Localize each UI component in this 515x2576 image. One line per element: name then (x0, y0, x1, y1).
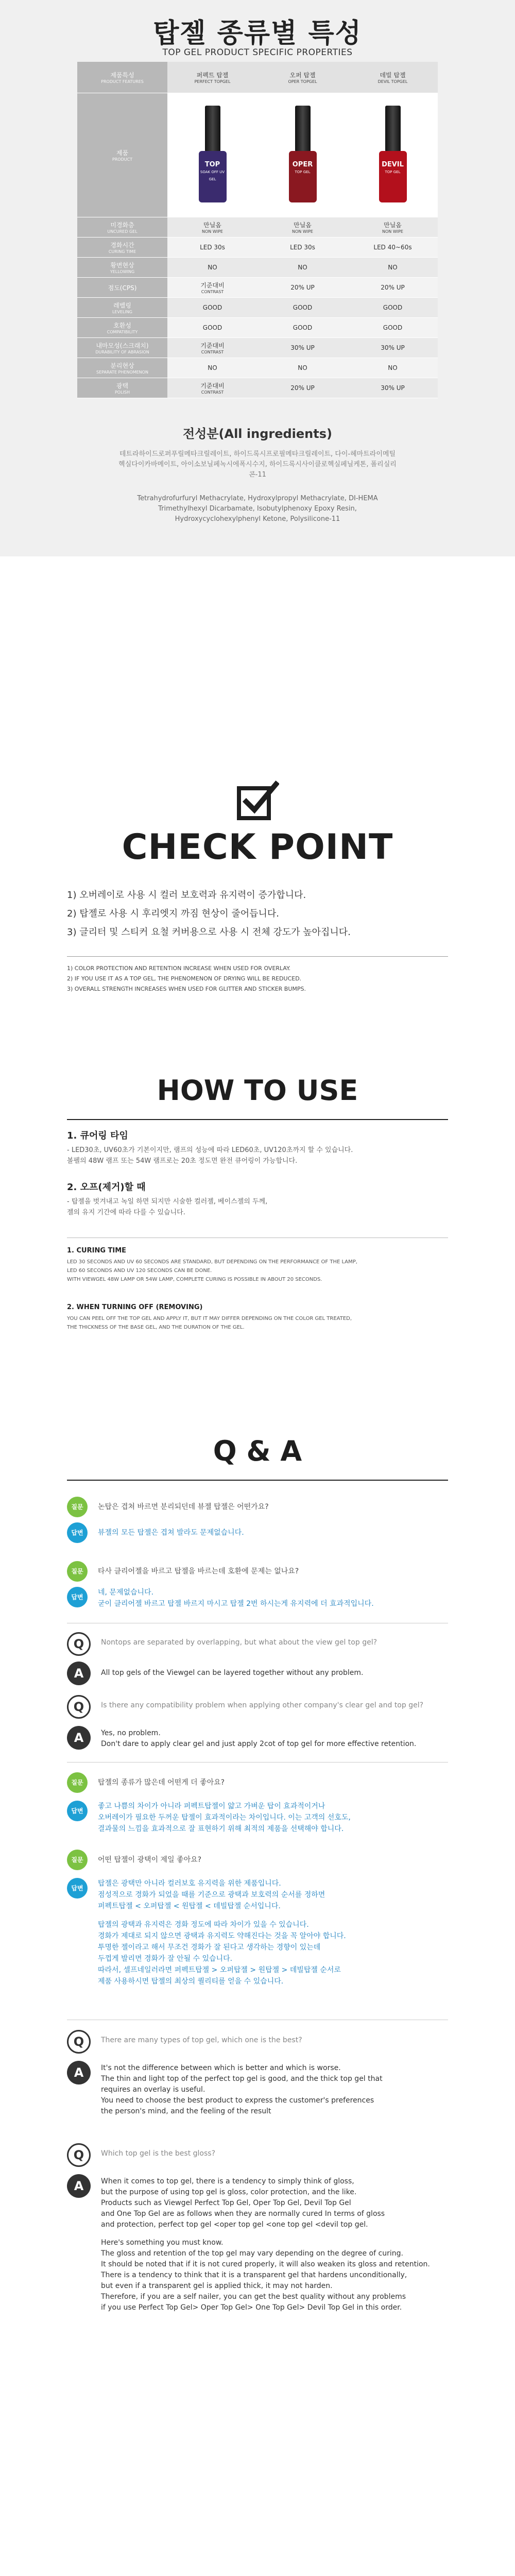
spec-cell (258, 358, 348, 378)
bottle-name: OPER (292, 160, 313, 168)
spec-cell (167, 217, 258, 238)
answer-badge: 답변 (67, 1878, 88, 1899)
bottle-cap (205, 106, 220, 152)
howto-heading: 2. 오프(제거)할 때 (67, 1182, 146, 1193)
ingredients-korean: 테트라하이드로퍼푸릴메타크릴레이트, 하이드록시프로필메타크릴레이트, 다이-헤마트라이메틸헥실다이카바메이트, 아이소보닐페녹시에폭시수지, 하이드록시사이클로헥실페닐케톤, 폴리실리콘-11 (118, 450, 397, 479)
question-text-en: Which top gel is the best gloss? (101, 2149, 216, 2158)
cell-value: 만닐옴 (384, 221, 402, 229)
question-badge: 질문 (67, 1850, 88, 1870)
checkbox-check-icon (235, 779, 279, 823)
howto-heading-en: 2. WHEN TURNING OFF (REMOVING) (67, 1303, 203, 1311)
spec-column-header (167, 62, 258, 93)
spec-cell (167, 378, 258, 398)
answer-text-en: All top gels of the Viewgel can be layered together without any problem. (101, 1669, 364, 1677)
spec-cell (258, 217, 348, 238)
question-badge: 질문 (67, 1561, 88, 1582)
answer-text-en: and protection, perfect top gel <oper top gel <one top gel <devil top gel. (101, 2221, 368, 2229)
question-text-en: Nontops are separated by overlapping, but what about the view gel top gel? (101, 1638, 377, 1647)
answer-text-en: but the purpose of using top gel is gloss, color protection, and the like. (101, 2188, 357, 2196)
divider (67, 1119, 448, 1120)
spec-cell (348, 338, 438, 358)
product-label-ko: 제품 (116, 149, 129, 157)
cell-value: 30% UP (290, 344, 315, 351)
answer-text: 오버레이가 필요한 두꺼운 탑젤이 효과적이라는 차이입니다. 이는 고객의 선호도, (98, 1814, 351, 1822)
spec-title: 탑젤 종류별 특성 (153, 18, 362, 49)
product-image-cell (348, 93, 438, 217)
spec-header-label-ko: 제품특성 (110, 71, 134, 79)
howto-block-curing-ko (67, 1128, 458, 1166)
row-label-ko: 황변현상 (110, 261, 134, 269)
answer-text-en: Yes, no problem. (101, 1729, 161, 1737)
howto-line-en: YOU CAN PEEL OFF THE TOP GEL AND APPLY IT, BUT IT MAY DIFFER DEPENDING ON THE COLOR GEL TREATED, (67, 1316, 352, 1321)
spec-section (0, 0, 515, 556)
spec-row (77, 338, 438, 358)
spec-product-label (77, 93, 167, 217)
question-q-icon: Q (67, 1695, 91, 1719)
spec-cell (258, 238, 348, 258)
column-name-ko: 데빌 탑젤 (380, 71, 406, 79)
answer-a-icon: A (67, 1662, 91, 1685)
cell-value: GOOD (293, 324, 313, 331)
spec-cell (348, 318, 438, 338)
cell-value: 만닐옴 (203, 221, 221, 229)
row-label-en: SEPARATE PHENOMENON (96, 369, 148, 375)
answer-badge: 답변 (67, 1522, 88, 1543)
checkpoint-item: 3) 글리터 및 스티커 요철 커버용으로 사용 시 전체 강도가 높아집니다. (67, 927, 351, 938)
howto-line: 젤의 유지 기간에 따라 다를 수 있습니다. (67, 1209, 185, 1216)
spec-cell (348, 258, 438, 278)
spec-row (77, 318, 438, 338)
row-label-ko: 점도(CPS) (108, 284, 137, 292)
answer-text-en: There is a tendency to think that it is a transparent gel that hardens unconditionally, (101, 2271, 407, 2279)
howto-line-en: LED 30 SECONDS AND UV 60 SECONDS ARE STANDARD, BUT DEPENDING ON THE PERFORMANCE OF THE LAMP, (67, 1259, 357, 1265)
answer-text: 좋고 나쁨의 차이가 아니라 퍼펙트탑젤이 얇고 가벼운 탑이 효과적이거나 (98, 1802, 325, 1810)
spec-row (77, 298, 438, 318)
cell-value: 기준대비 (200, 342, 225, 349)
spec-row (77, 358, 438, 378)
row-label-ko: 미경화층 (110, 221, 134, 229)
bottle-label (289, 161, 317, 176)
qa-answer-en (67, 1662, 458, 1685)
answer-a-icon: A (67, 2061, 91, 2084)
checkpoint-list-english (67, 963, 458, 994)
answer-text: 두껍게 발리면 경화가 잘 안될 수 있습니다. (98, 1955, 233, 1963)
answer-text-en: When it comes to top gel, there is a tendency to simply think of gloss, (101, 2177, 354, 2185)
spec-row-label (77, 298, 167, 318)
answer-text-en: Products such as Viewgel Perfect Top Gel, Oper Top Gel, Devil Top Gel (101, 2199, 351, 2207)
howto-line-en: WITH VIEWGEL 48W LAMP OR 54W LAMP, COMPLETE CURING IS POSSIBLE IN ABOUT 20 SECONDS. (67, 1277, 322, 1282)
answer-text: 탑젤은 광택만 아니라 컬러보호 유지력을 위한 제품입니다. (98, 1879, 281, 1888)
spec-column-header (348, 62, 438, 93)
spec-table (77, 62, 438, 398)
cell-value: NO (388, 364, 398, 371)
nail-gel-bottle-icon (375, 106, 411, 204)
row-label-ko: 광택 (116, 382, 129, 389)
cell-value-en: CONTRAST (201, 349, 224, 354)
howto-heading-en: 1. CURING TIME (67, 1247, 127, 1255)
bottle-subtitle: TOP GEL (385, 170, 401, 174)
cell-value-en: NON WIPE (292, 229, 313, 234)
answer-text: 점성적으로 경화가 되었을 때를 기준으로 광택과 보호력의 순서를 정하면 (98, 1891, 325, 1899)
cell-value: LED 40~60s (373, 244, 412, 251)
spec-cell (258, 378, 348, 398)
qa-question-ko (67, 1561, 458, 1582)
cell-value: NO (298, 264, 307, 271)
cell-value-en: CONTRAST (201, 289, 224, 294)
cell-value: 만닐옴 (294, 221, 312, 229)
answer-text: 탑젤의 광택과 유지력은 경화 정도에 따라 차이가 있을 수 있습니다. (98, 1921, 309, 1929)
spec-cell (167, 318, 258, 338)
spec-row-label (77, 258, 167, 278)
cell-value: 20% UP (290, 384, 315, 392)
nail-gel-bottle-icon (285, 106, 321, 204)
bottle-cap (385, 106, 401, 152)
question-q-icon: Q (67, 2030, 91, 2054)
checkpoint-title: CHECK POINT (122, 827, 393, 868)
spec-row-label (77, 338, 167, 358)
bottle-label (199, 161, 227, 183)
spec-cell (258, 298, 348, 318)
answer-text: 결과물의 느낌을 효과적으로 잘 표현하기 위해 최적의 제품을 선택해야 합니다. (98, 1825, 344, 1833)
question-badge: 질문 (67, 1497, 88, 1517)
spec-header-row (77, 62, 438, 93)
cell-value: GOOD (383, 304, 403, 311)
spec-row (77, 238, 438, 258)
question-text: 타사 클리어젤을 바르고 탑젤을 바르는데 호환에 문제는 없나요? (98, 1567, 299, 1575)
row-label-en: LEVELING (112, 309, 133, 314)
answer-text-en: The gloss and retention of the top gel may vary depending on the degree of curing. (101, 2249, 403, 2258)
checkpoint-list-korean (67, 886, 458, 942)
answer-badge: 답변 (67, 1801, 88, 1821)
answer-a-icon: A (67, 1726, 91, 1750)
qa-question-ko (67, 1772, 458, 1793)
spec-row-label (77, 358, 167, 378)
answer-text: 제품 사용하시면 탑젤의 최상의 퀄리티를 얻을 수 있습니다. (98, 1977, 284, 1986)
question-text: 논탑은 겹쳐 바르면 분리되던데 뷰젤 탑젤은 어떤가요? (98, 1503, 269, 1511)
bottle-name: TOP (204, 160, 220, 168)
spec-row-label (77, 318, 167, 338)
answer-text-en: You need to choose the best product to express the customer's preferences (101, 2096, 374, 2105)
spec-row-label (77, 378, 167, 398)
howto-title: HOW TO USE (157, 1074, 358, 1107)
spec-subtitle: TOP GEL PRODUCT SPECIFIC PROPERTIES (162, 47, 353, 58)
column-name-en: PERFECT TOPGEL (194, 79, 231, 84)
answer-text: 투명한 젤이라고 해서 무조건 경화가 잘 된다고 생각하는 경향이 있는데 (98, 1943, 321, 1952)
spec-cell (167, 238, 258, 258)
cell-value: GOOD (383, 324, 403, 331)
spec-cell (258, 278, 348, 298)
spec-cell (348, 278, 438, 298)
cell-value: NO (208, 364, 217, 371)
spec-cell (258, 338, 348, 358)
row-label-en: CURING TIME (108, 249, 136, 254)
answer-text-en: It's not the difference between which is better and which is worse. (101, 2064, 341, 2072)
cell-value: 20% UP (290, 284, 315, 291)
bottle-name: DEVIL (382, 160, 404, 168)
qa-question-en (67, 2143, 458, 2167)
answer-text-en: the person's mind, and the feeling of the result (101, 2107, 271, 2115)
answer-text: 경화가 제대로 되지 않으면 광택과 유지력도 약해진다는 것을 꼭 알아야 합니다. (98, 1932, 346, 1940)
cell-value-en: NON WIPE (202, 229, 223, 234)
cell-value-en: NON WIPE (382, 229, 403, 234)
spec-cell (167, 258, 258, 278)
product-label-en: PRODUCT (112, 157, 133, 162)
divider (67, 1480, 448, 1481)
answer-text: 따라서, 셀프네일러라면 퍼펙트탑젤 > 오퍼탑젤 > 원탑젤 > 데빌탑젤 순서로 (98, 1966, 341, 1974)
checkpoint-item: 2) 탑젤로 사용 시 후리엣지 까짐 현상이 줄어듭니다. (67, 908, 280, 919)
spec-cell (167, 338, 258, 358)
bottle-subtitle: SOAK OFF UV GEL (200, 170, 225, 181)
cell-value: GOOD (202, 324, 222, 331)
cell-value: 30% UP (381, 344, 405, 351)
howto-line-en: LED 60 SECONDS AND UV 120 SECONDS CAN BE DONE. (67, 1268, 212, 1274)
spec-cell (348, 298, 438, 318)
spec-cell (258, 258, 348, 278)
row-label-en: UNCURED GEL (107, 229, 138, 234)
qa-answer-ko (67, 1522, 458, 1543)
row-label-ko: 레벨링 (113, 301, 131, 309)
question-text: 어떤 탑젤이 광택이 제일 좋아요? (98, 1856, 202, 1864)
cell-value: GOOD (202, 304, 222, 311)
qa-question-en (67, 1632, 458, 1656)
spec-column-header (258, 62, 348, 93)
spec-row-label (77, 278, 167, 298)
nail-gel-bottle-icon (195, 106, 231, 204)
answer-text-en: It should be noted that if it is not cured properly, it will also weaken its gloss and retention. (101, 2260, 430, 2268)
bottle-subtitle: TOP GEL (295, 170, 311, 174)
howto-block-remove-en (67, 1303, 458, 1332)
answer-text-en: Here's something you must know. (101, 2239, 224, 2247)
cell-value: GOOD (293, 304, 313, 311)
qa-answer-en (67, 1726, 458, 1752)
spec-row (77, 258, 438, 278)
answer-text-en: if you use Perfect Top Gel> Oper Top Gel> One Top Gel> Devil Top Gel in this order. (101, 2303, 402, 2312)
spec-row-label (77, 217, 167, 238)
row-label-ko: 경화시간 (110, 241, 134, 249)
qa-answer-ko (67, 1878, 458, 1996)
qa-question-ko (67, 1497, 458, 1517)
column-name-ko: 오퍼 탑젤 (289, 71, 316, 79)
cell-value: NO (388, 264, 398, 271)
ingredients-english: Tetrahydrofurfuryl Methacrylate, Hydroxylpropyl Methacrylate, DI-HEMA Trimethylhexyl Dicarbamate, Isobutylphenoxy Epoxy Resin, Hydroxycyclohexylphenyl Ketone, Polysilicone-11 (137, 495, 378, 523)
row-label-en: POLISH (114, 389, 130, 395)
answer-text: 퍼펙트탑젤 < 오퍼탑젤 < 원탑젤 < 데빌탑젤 순서입니다. (98, 1902, 281, 1910)
answer-text-en: The thin and light top of the perfect top gel is good, and the thick top gel that (101, 2075, 383, 2083)
column-name-ko: 퍼펙트 탑젤 (196, 71, 229, 79)
qa-answer-en (67, 2061, 458, 2123)
answer-text-en (101, 2230, 430, 2238)
checkpoint-item: 1) 오버레이로 사용 시 컬러 보호력과 유지력이 증가합니다. (67, 890, 306, 901)
product-image-cell (258, 93, 348, 217)
spec-cell (348, 238, 438, 258)
column-name-en: DEVIL TOPGEL (377, 79, 408, 84)
bottle-label (379, 161, 407, 176)
qa-answer-ko (67, 1801, 458, 1837)
cell-value: NO (208, 264, 217, 271)
spec-cell (167, 298, 258, 318)
cell-value-en: CONTRAST (201, 389, 224, 395)
question-q-icon: Q (67, 2143, 91, 2167)
bottle-body (379, 151, 407, 202)
bottle-body (289, 151, 317, 202)
row-label-en: DURABILITY OF ABRASION (95, 349, 149, 354)
qa-title: Q & A (213, 1435, 302, 1467)
cell-value: 기준대비 (200, 382, 225, 389)
qa-question-en (67, 1695, 458, 1719)
howto-line: - 탑젤을 벗겨내고 녹일 하면 되지만 시술한 컬러젤, 베이스젤의 두께, (67, 1198, 268, 1206)
spec-row-label (77, 238, 167, 258)
spec-cell (167, 358, 258, 378)
spec-header-label (77, 62, 167, 93)
qa-answer-en (67, 2174, 458, 2324)
answer-text-en: but even if a transparent gel is applied thick, it may not harden. (101, 2282, 333, 2290)
answer-a-icon: A (67, 2174, 91, 2198)
spec-row (77, 217, 438, 238)
answer-text-en: and One Top Gel are as follows when they are normally cured In terms of gloss (101, 2210, 385, 2218)
cell-value: LED 30s (290, 244, 315, 251)
cell-value: 20% UP (381, 284, 405, 291)
qa-question-ko (67, 1850, 458, 1870)
row-label-ko: 내마모성(스크래치) (96, 342, 149, 349)
row-label-en: COMPATIBILITY (107, 329, 138, 334)
howto-block-remove-ko (67, 1180, 458, 1218)
product-image-cell (167, 93, 258, 217)
cell-value: NO (298, 364, 307, 371)
howto-line: 볼펠의 48W 램프 또는 54W 램프로는 20초 정도면 완전 큐어링이 가능합니다. (67, 1157, 298, 1165)
ingredients-title: 전성분(All ingredients) (182, 427, 332, 441)
answer-text (98, 1912, 346, 1919)
spec-cell (348, 217, 438, 238)
checkpoint-item-en: 1) COLOR PROTECTION AND RETENTION INCREASE WHEN USED FOR OVERLAY. (67, 965, 291, 972)
spec-cell (348, 358, 438, 378)
cell-value: LED 30s (200, 244, 225, 251)
question-badge: 질문 (67, 1772, 88, 1793)
answer-text-en: requires an overlay is useful. (101, 2086, 205, 2094)
spec-product-row (77, 93, 438, 217)
qa-question-en (67, 2030, 458, 2054)
checkpoint-item-en: 3) OVERALL STRENGTH INCREASES WHEN USED FOR GLITTER AND STICKER BUMPS. (67, 986, 306, 992)
cell-value: 기준대비 (200, 281, 225, 289)
spec-cell (348, 378, 438, 398)
answer-text: 네, 문제없습니다. (98, 1588, 154, 1597)
row-label-ko: 호환성 (113, 321, 131, 329)
spec-row (77, 278, 438, 298)
qa-answer-ko (67, 1587, 458, 1613)
question-text-en: Is there any compatibility problem when applying other company's clear gel and top gel? (101, 1701, 424, 1709)
checkpoint-item-en: 2) IF YOU USE IT AS A TOP GEL, THE PHENOMENON OF DRYING WILL BE REDUCED. (67, 975, 302, 982)
answer-badge: 답변 (67, 1587, 88, 1607)
bottle-cap (295, 106, 311, 152)
question-q-icon: Q (67, 1632, 91, 1656)
answer-text: 굳이 클리어젤 바르고 탑젤 바르지 마시고 탑젤 2번 하시는게 유지력에 더 효과적입니다. (98, 1600, 374, 1608)
howto-line: - LED30초, UV60초가 기본이지만, 램프의 성능에 따라 LED60초, UV120초까지 할 수 있습니다. (67, 1146, 353, 1154)
howto-line-en: THE THICKNESS OF THE BASE GEL, AND THE DURATION OF THE GEL. (67, 1325, 245, 1330)
cell-value: 30% UP (381, 384, 405, 392)
howto-heading: 1. 큐어링 타임 (67, 1130, 128, 1141)
row-label-ko: 분리현상 (110, 362, 134, 369)
spec-cell (258, 318, 348, 338)
answer-text-en: Therefore, if you are a self nailer, you can get the best quality without any problems (101, 2293, 406, 2301)
spec-cell (167, 278, 258, 298)
spec-header-label-en: PRODUCT FEATURES (101, 79, 144, 84)
row-label-en: YELLOWING (110, 269, 135, 274)
column-name-en: OPER TOPGEL (288, 79, 317, 84)
question-text-en: There are many types of top gel, which one is the best? (101, 2036, 302, 2044)
howto-block-curing-en (67, 1247, 458, 1284)
spec-row (77, 378, 438, 398)
divider (67, 956, 448, 957)
question-text: 탑젤의 종류가 많은데 어떤게 더 좋아요? (98, 1778, 225, 1787)
answer-text: 뷰젤의 모든 탑젤은 겹쳐 발라도 문제없습니다. (98, 1529, 244, 1537)
answer-text-en: Don't dare to apply clear gel and just apply 2cot of top gel for more effective retention. (101, 1740, 417, 1748)
